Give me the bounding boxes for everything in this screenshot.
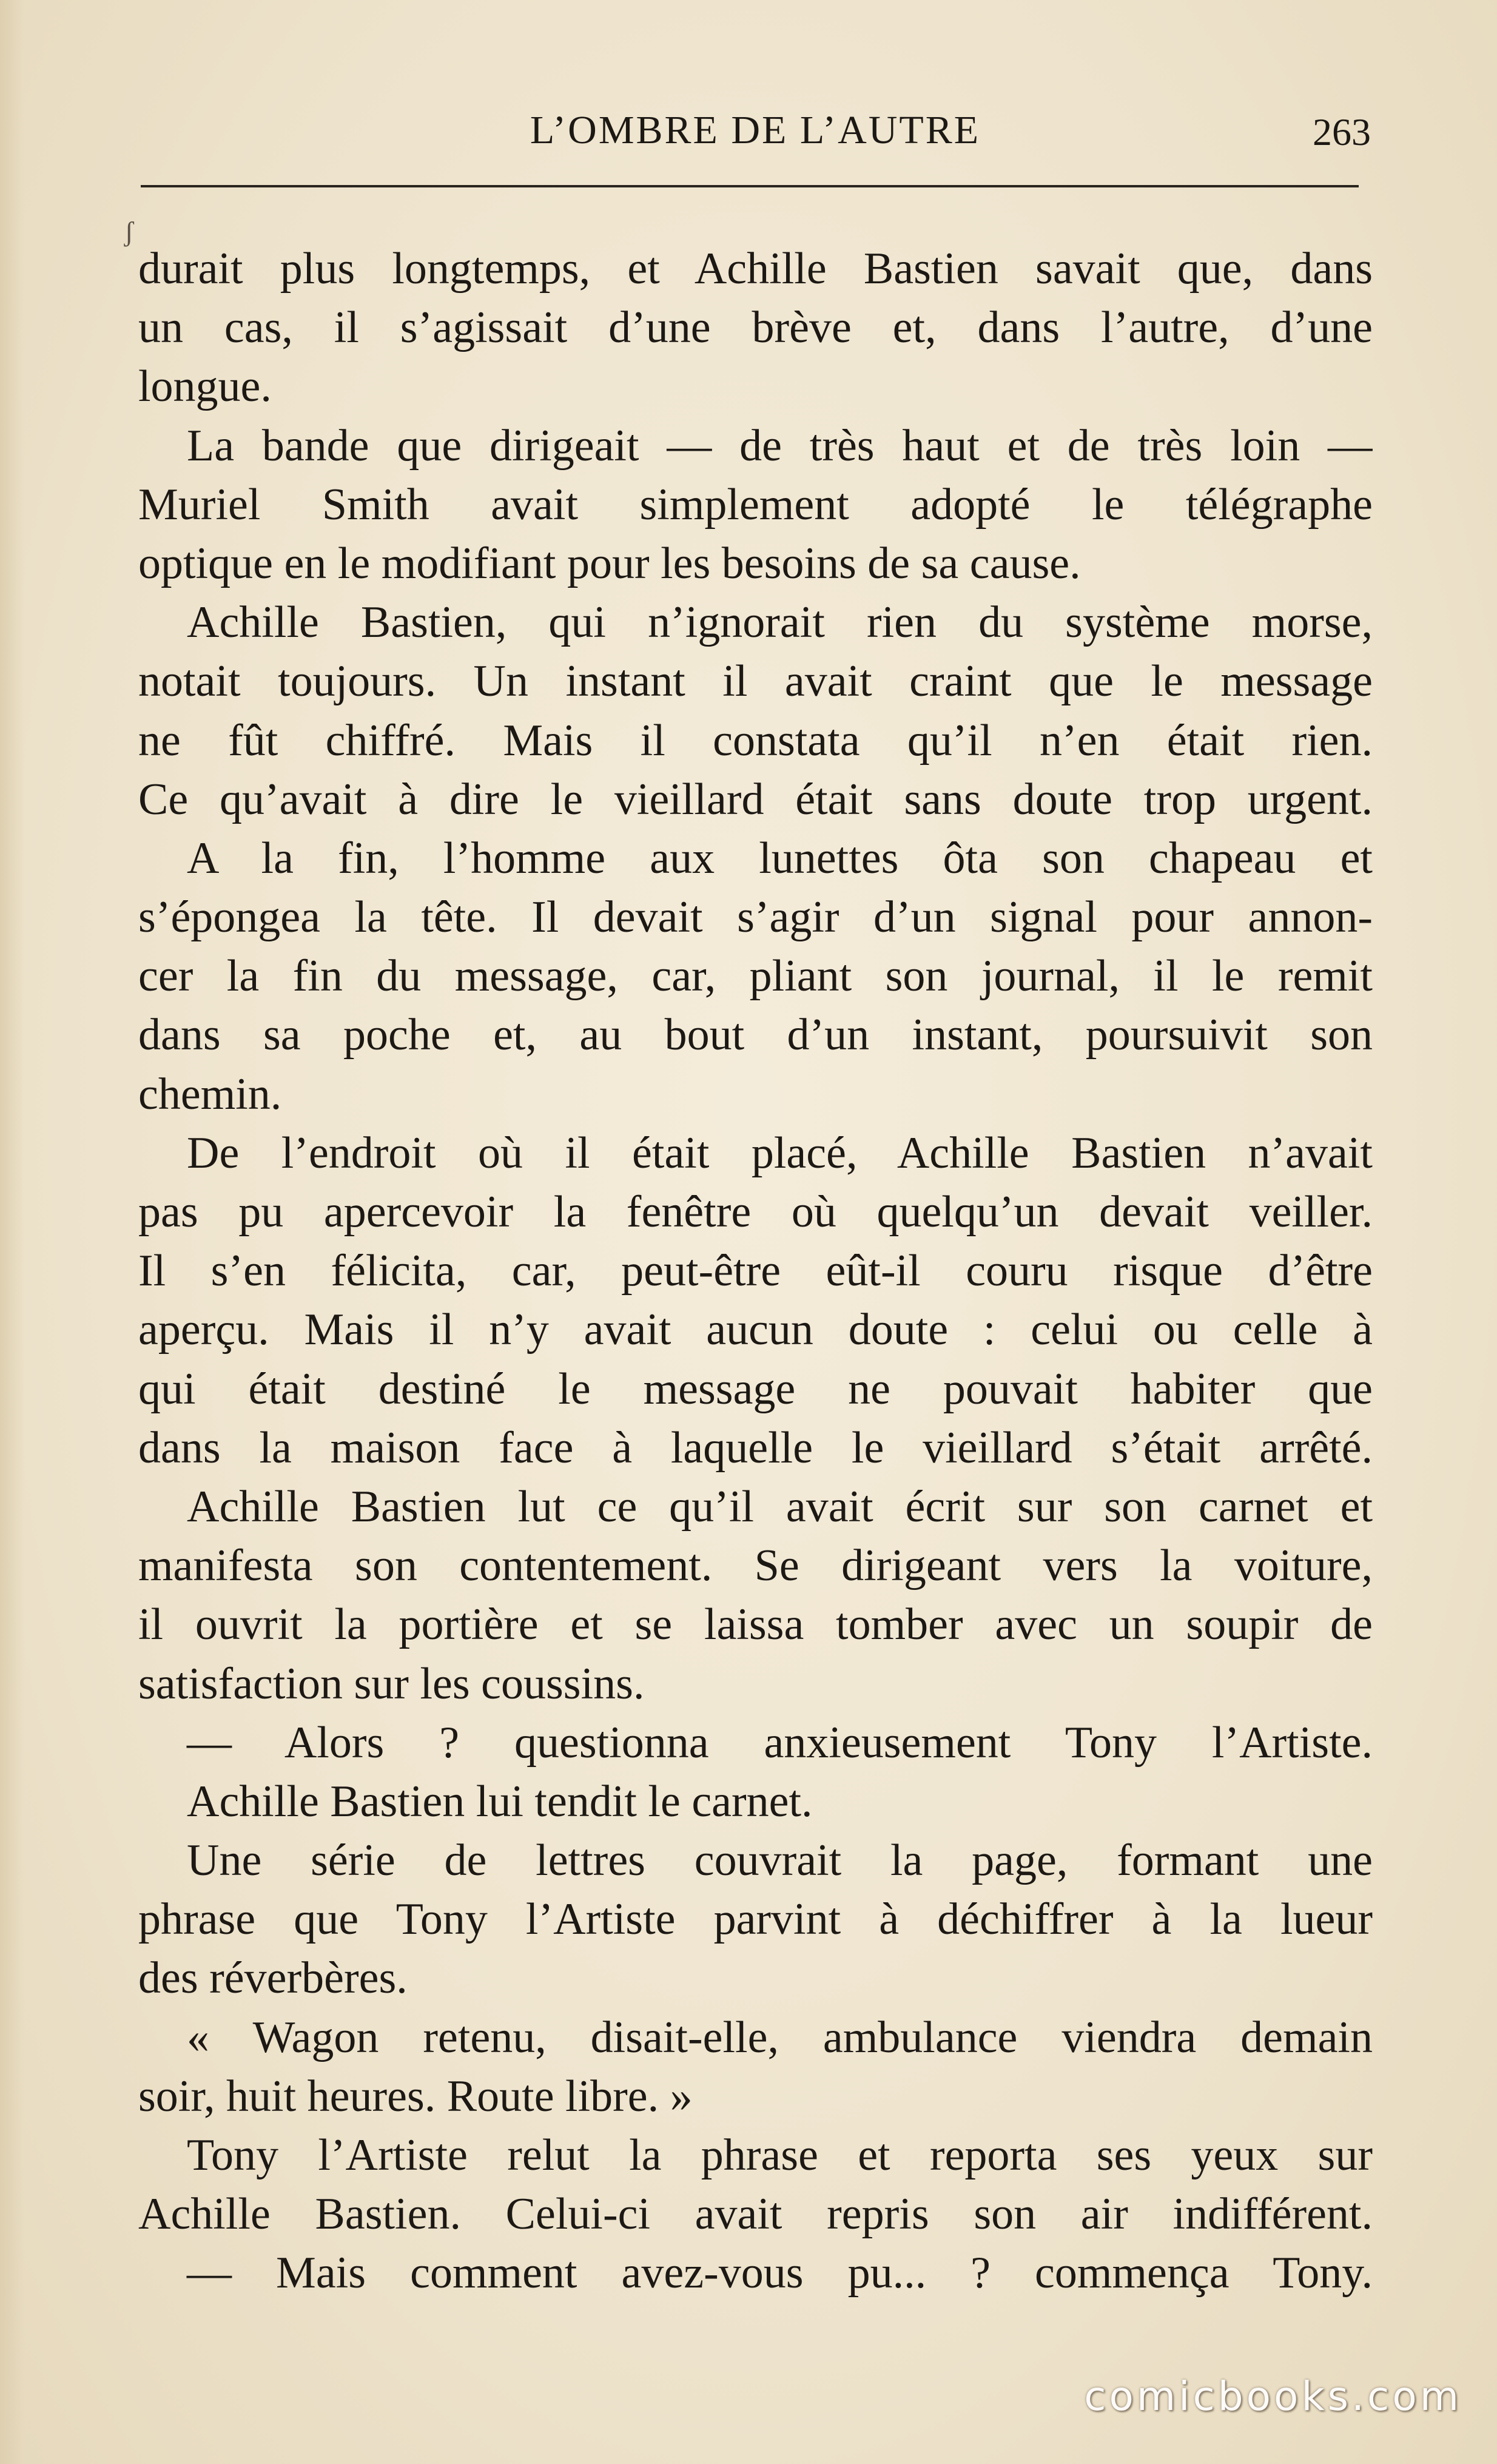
text-line: soir, huit heures. Route libre. » — [138, 2071, 693, 2121]
text-line: — Alors ? questionna anxieusement Tony l’Artiste. — [187, 1717, 1373, 1768]
text-line: Achille Bastien, qui n’ignorait rien du système morse, — [187, 597, 1373, 648]
watermark: comicbooks.com — [1084, 2373, 1462, 2420]
text-line: Achille Bastien lui tendit le carnet. — [187, 1776, 813, 1826]
text-line: s’épongea la tête. Il devait s’agir d’un signal pour annon- — [138, 892, 1373, 943]
text-line: dans la maison face à laquelle le vieillard s’était arrêté. — [138, 1422, 1373, 1473]
text-line: La bande que dirigeait — de très haut et de très loin — — [187, 420, 1373, 471]
text-line: optique en le modifiant pour les besoins de sa cause. — [138, 538, 1081, 588]
text-line: notait toujours. Un instant il avait craint que le message — [138, 656, 1373, 707]
text-line: il ouvrit la portière et se laissa tomber avec un soupir de — [138, 1600, 1373, 1650]
text-line: — Mais comment avez-vous pu... ? commença Tony. — [187, 2248, 1373, 2298]
text-line: chemin. — [138, 1069, 282, 1119]
header-rule — [141, 185, 1359, 187]
text-line: « Wagon retenu, disait-elle, ambulance viendra demain — [187, 2012, 1373, 2062]
margin-pencil-mark: ʃ — [124, 216, 134, 247]
text-line: Ce qu’avait à dire le vieillard était sans doute trop urgent. — [138, 774, 1373, 824]
body-text — [138, 240, 1373, 2303]
text-line: phrase que Tony l’Artiste parvint à déchiffrer à la lueur — [138, 1894, 1373, 1945]
text-line: Tony l’Artiste relut la phrase et reporta ses yeux sur — [187, 2130, 1373, 2180]
text-line: pas pu apercevoir la fenêtre où quelqu’un devait veiller. — [138, 1187, 1373, 1237]
text-line: Muriel Smith avait simplement adopté le télégraphe — [138, 479, 1373, 530]
running-title: L’OMBRE DE L’AUTRE — [530, 108, 981, 152]
text-line: manifesta son contentement. Se dirigeant vers la voiture, — [138, 1541, 1373, 1591]
text-line: des réverbères. — [138, 1953, 408, 2004]
text-line: qui était destiné le message ne pouvait habiter que — [138, 1364, 1373, 1414]
text-line: longue. — [138, 362, 272, 412]
text-line: Une série de lettres couvrait la page, formant une — [187, 1836, 1373, 1886]
text-line: aperçu. Mais il n’y avait aucun doute : celui ou celle à — [138, 1305, 1373, 1355]
text-line: Achille Bastien lut ce qu’il avait écrit sur son carnet et — [187, 1481, 1373, 1532]
text-line: satisfaction sur les coussins. — [138, 1658, 645, 1709]
page-edge-shadow — [0, 0, 24, 2464]
page-number: 263 — [1313, 110, 1371, 153]
text-line: durait plus longtemps, et Achille Bastien savait que, dans — [138, 244, 1373, 294]
text-line: dans sa poche et, au bout d’un instant, poursuivit son — [138, 1010, 1373, 1060]
text-line: un cas, il s’agissait d’une brève et, dans l’autre, d’une — [138, 303, 1373, 353]
page-header — [140, 104, 1371, 171]
text-line: ne fût chiffré. Mais il constata qu’il n’en était rien. — [138, 715, 1373, 766]
text-line: De l’endroit où il était placé, Achille Bastien n’avait — [187, 1128, 1373, 1178]
text-line: Achille Bastien. Celui-ci avait repris son air indifférent. — [138, 2189, 1373, 2240]
text-line: Il s’en félicita, car, peut-être eût-il couru risque d’être — [138, 1246, 1373, 1296]
text-line: A la fin, l’homme aux lunettes ôta son chapeau et — [187, 833, 1373, 883]
text-line: cer la fin du message, car, pliant son journal, il le remit — [138, 951, 1373, 1001]
